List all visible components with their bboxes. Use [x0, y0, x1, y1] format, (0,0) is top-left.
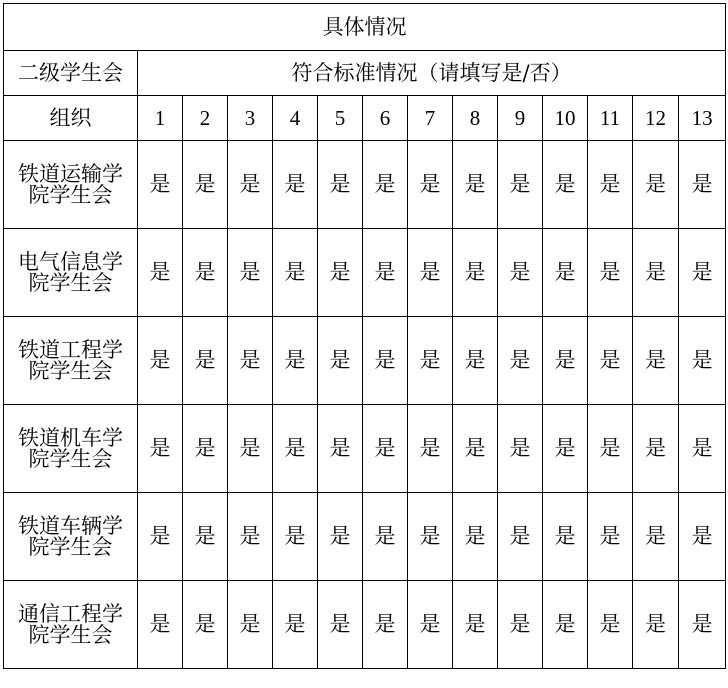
standard-value-cell: 是 [453, 405, 498, 493]
org-name-line1: 铁道车辆学 [18, 513, 123, 538]
standard-value-cell: 是 [183, 405, 228, 493]
standard-value-cell: 是 [588, 317, 633, 405]
standard-value-cell: 是 [273, 405, 318, 493]
standard-value-cell: 是 [408, 581, 453, 669]
standard-value-cell: 是 [228, 581, 273, 669]
standard-value-cell: 是 [318, 581, 363, 669]
org-name-line2: 院学生会 [28, 358, 113, 383]
standard-value-cell: 是 [273, 581, 318, 669]
org-name-cell [4, 581, 138, 669]
standard-value-cell: 是 [453, 317, 498, 405]
column-number: 2 [183, 96, 228, 141]
standard-value-cell: 是 [183, 493, 228, 581]
table-row [4, 493, 726, 581]
table-row [4, 405, 726, 493]
org-name-cell [4, 405, 138, 493]
standard-value-cell: 是 [498, 229, 543, 317]
standard-value-cell: 是 [138, 141, 183, 229]
standard-value-cell: 是 [408, 317, 453, 405]
org-name-cell [4, 141, 138, 229]
table-row [4, 581, 726, 669]
standard-value-cell: 是 [273, 141, 318, 229]
standard-value-cell: 是 [363, 317, 408, 405]
standard-value-cell: 是 [679, 317, 726, 405]
org-header-line1: 二级学生会 [4, 51, 138, 96]
column-number: 5 [318, 96, 363, 141]
standard-value-cell: 是 [543, 405, 588, 493]
org-name-cell [4, 493, 138, 581]
standard-value-cell: 是 [408, 141, 453, 229]
standard-value-cell: 是 [633, 405, 679, 493]
standard-value-cell: 是 [138, 493, 183, 581]
standard-value-cell: 是 [633, 141, 679, 229]
standard-value-cell: 是 [679, 405, 726, 493]
standard-value-cell: 是 [318, 317, 363, 405]
column-number: 11 [588, 96, 633, 141]
header-row-1 [4, 51, 726, 96]
standard-value-cell: 是 [138, 405, 183, 493]
standard-value-cell: 是 [138, 581, 183, 669]
standard-value-cell: 是 [363, 229, 408, 317]
standard-value-cell: 是 [679, 141, 726, 229]
standard-value-cell: 是 [363, 405, 408, 493]
standard-value-cell: 是 [138, 317, 183, 405]
standard-value-cell: 是 [363, 493, 408, 581]
org-name-line2: 院学生会 [28, 270, 113, 295]
column-number: 3 [228, 96, 273, 141]
standard-value-cell: 是 [633, 229, 679, 317]
standard-value-cell: 是 [228, 141, 273, 229]
org-name-cell [4, 229, 138, 317]
org-name-line1: 铁道运输学 [18, 161, 123, 186]
standard-value-cell: 是 [318, 405, 363, 493]
column-number: 12 [633, 96, 679, 141]
org-name-line1: 铁道机车学 [18, 425, 123, 450]
title-row [4, 4, 726, 51]
standard-value-cell: 是 [679, 493, 726, 581]
standard-value-cell: 是 [588, 141, 633, 229]
standard-value-cell: 是 [498, 405, 543, 493]
standard-value-cell: 是 [498, 493, 543, 581]
table-row [4, 141, 726, 229]
column-number: 1 [138, 96, 183, 141]
standard-value-cell: 是 [543, 493, 588, 581]
standard-value-cell: 是 [588, 581, 633, 669]
standard-value-cell: 是 [183, 229, 228, 317]
standard-value-cell: 是 [588, 229, 633, 317]
org-name-line2: 院学生会 [28, 446, 113, 471]
column-number: 4 [273, 96, 318, 141]
table-title: 具体情况 [4, 4, 726, 51]
org-name-cell [4, 317, 138, 405]
standard-value-cell: 是 [363, 141, 408, 229]
table-row [4, 317, 726, 405]
standard-value-cell: 是 [679, 229, 726, 317]
standard-value-cell: 是 [183, 317, 228, 405]
standard-value-cell: 是 [408, 229, 453, 317]
column-number: 13 [679, 96, 726, 141]
org-name-line1: 通信工程学 [18, 601, 123, 626]
standard-value-cell: 是 [273, 229, 318, 317]
column-number: 7 [408, 96, 453, 141]
standard-value-cell: 是 [453, 493, 498, 581]
standard-value-cell: 是 [228, 493, 273, 581]
standard-value-cell: 是 [543, 141, 588, 229]
standard-value-cell: 是 [408, 493, 453, 581]
standard-value-cell: 是 [138, 229, 183, 317]
standard-value-cell: 是 [453, 581, 498, 669]
column-number: 10 [543, 96, 588, 141]
column-number: 9 [498, 96, 543, 141]
org-name-line2: 院学生会 [28, 622, 113, 647]
standard-value-cell: 是 [318, 141, 363, 229]
org-name-line1: 铁道工程学 [18, 337, 123, 362]
standard-value-cell: 是 [408, 405, 453, 493]
standard-value-cell: 是 [228, 405, 273, 493]
standard-value-cell: 是 [318, 493, 363, 581]
standard-value-cell: 是 [228, 229, 273, 317]
standard-header: 符合标准情况（请填写是/否） [138, 51, 726, 96]
status-table [3, 3, 726, 669]
standard-value-cell: 是 [633, 317, 679, 405]
standard-value-cell: 是 [183, 141, 228, 229]
standard-value-cell: 是 [498, 317, 543, 405]
column-number: 6 [363, 96, 408, 141]
standard-value-cell: 是 [498, 581, 543, 669]
standard-value-cell: 是 [228, 317, 273, 405]
standard-value-cell: 是 [273, 493, 318, 581]
standard-value-cell: 是 [543, 317, 588, 405]
standard-value-cell: 是 [543, 229, 588, 317]
standard-value-cell: 是 [633, 581, 679, 669]
standard-value-cell: 是 [273, 317, 318, 405]
header-row-2 [4, 96, 726, 141]
org-name-line2: 院学生会 [28, 182, 113, 207]
standard-value-cell: 是 [588, 405, 633, 493]
standard-value-cell: 是 [453, 141, 498, 229]
standard-value-cell: 是 [498, 141, 543, 229]
table-row [4, 229, 726, 317]
standard-value-cell: 是 [183, 581, 228, 669]
column-number: 8 [453, 96, 498, 141]
standard-value-cell: 是 [363, 581, 408, 669]
standard-value-cell: 是 [633, 493, 679, 581]
standard-value-cell: 是 [588, 493, 633, 581]
standard-value-cell: 是 [679, 581, 726, 669]
org-header-line2: 组织 [4, 96, 138, 141]
org-name-line2: 院学生会 [28, 534, 113, 559]
org-name-line1: 电气信息学 [18, 249, 123, 274]
standard-value-cell: 是 [543, 581, 588, 669]
standard-value-cell: 是 [453, 229, 498, 317]
standard-value-cell: 是 [318, 229, 363, 317]
